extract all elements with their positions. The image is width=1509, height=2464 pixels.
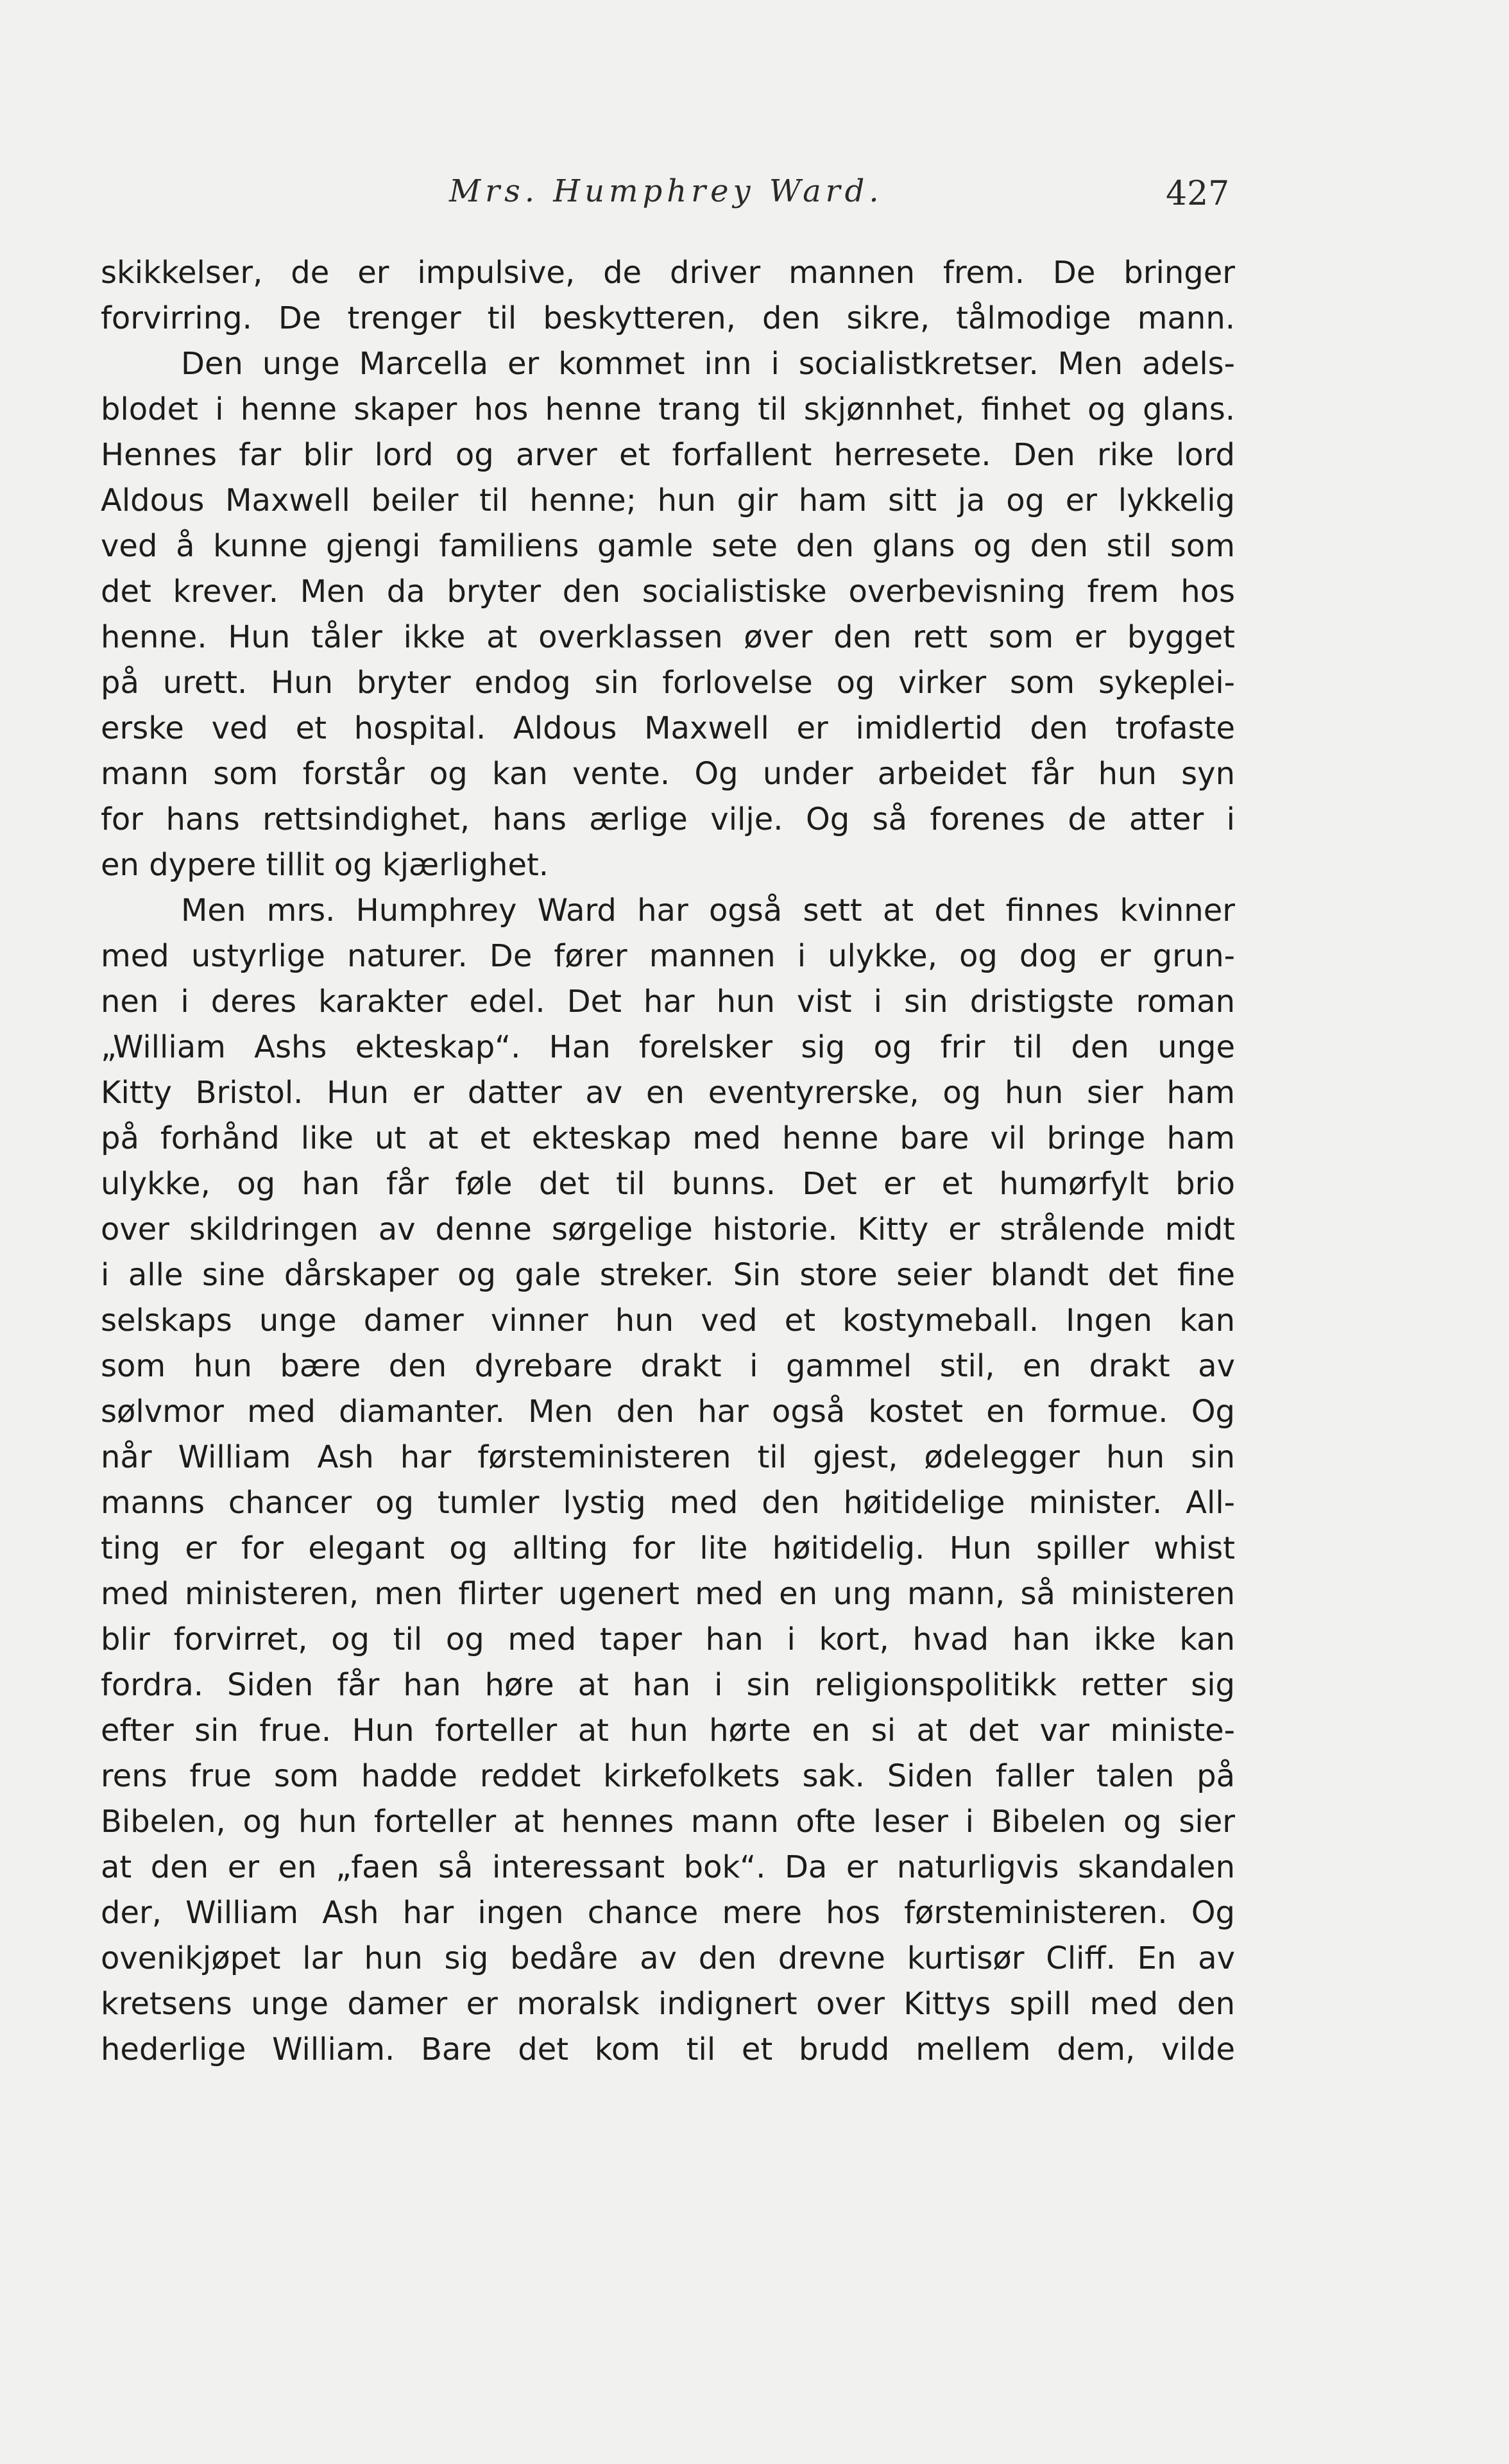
text-line: ting er for elegant og allting for lite høitidelig. Hun spiller whist	[101, 1530, 1235, 1566]
text-line: rens frue som hadde reddet kirkefolkets sak. Siden faller talen på	[101, 1758, 1235, 1794]
text-line: Aldous Maxwell beiler til henne; hun gir ham sitt ja og er lykkelig	[101, 483, 1235, 518]
text-line: forvirring. De trenger til beskytteren, den sikre, tålmodige mann.	[101, 300, 1235, 336]
text-line: henne. Hun tåler ikke at overklassen øver den rett som er bygget	[101, 619, 1235, 655]
text-line: fordra. Siden får han høre at han i sin religionspolitikk retter sig	[101, 1667, 1235, 1703]
text-line: manns chancer og tumler lystig med den høitidelige minister. All-	[101, 1485, 1235, 1521]
text-line: Hennes far blir lord og arver et forfallent herresete. Den rike lord	[101, 437, 1235, 473]
text-line: ovenikjøpet lar hun sig bedåre av den drevne kurtisør Cliff. En av	[101, 1940, 1235, 1976]
text-line: efter sin frue. Hun forteller at hun hørte en si at det var ministe-	[101, 1713, 1235, 1749]
text-line: på urett. Hun bryter endog sin forlovelse og virker som sykeplei-	[101, 665, 1235, 701]
text-line: det krever. Men da bryter den socialistiske overbevisning frem hos	[101, 574, 1235, 610]
text-line: skikkelser, de er impulsive, de driver mannen frem. De bringer	[101, 255, 1235, 291]
text-line: som hun bære den dyrebare drakt i gammel stil, en drakt av	[101, 1348, 1235, 1384]
text-line: „William Ashs ekteskap“. Han forelsker sig og frir til den unge	[101, 1029, 1235, 1065]
text-line: ved å kunne gjengi familiens gamle sete den glans og den stil som	[101, 528, 1235, 564]
text-line: Kitty Bristol. Hun er datter av en eventyrerske, og hun sier ham	[101, 1075, 1235, 1111]
text-line: over skildringen av denne sørgelige historie. Kitty er strålende midt	[101, 1211, 1235, 1247]
text-line: blodet i henne skaper hos henne trang til skjønnhet, finhet og glans.	[101, 391, 1235, 427]
text-line: blir forvirret, og til og med taper han i kort, hvad han ikke kan	[101, 1621, 1235, 1657]
text-line: Men mrs. Humphrey Ward har også sett at det finnes kvinner	[181, 893, 1235, 928]
text-line: på forhånd like ut at et ekteskap med henne bare vil bringe ham	[101, 1120, 1235, 1156]
text-line: for hans rettsindighet, hans ærlige vilje. Og så forenes de atter i	[101, 801, 1235, 837]
text-line: kretsens unge damer er moralsk indignert over Kittys spill med den	[101, 1986, 1235, 2022]
text-line: en dypere tillit og kjærlighet.	[101, 847, 549, 883]
text-line: mann som forstår og kan vente. Og under arbeidet får hun syn	[101, 756, 1235, 792]
text-line: erske ved et hospital. Aldous Maxwell er imidlertid den trofaste	[101, 710, 1235, 746]
text-line: Bibelen, og hun forteller at hennes mann ofte leser i Bibelen og sier	[101, 1804, 1235, 1840]
body-text	[101, 250, 1235, 2073]
text-line: hederlige William. Bare det kom til et brudd mellem dem, vilde	[101, 2032, 1235, 2067]
text-line: at den er en „faen så interessant bok“. Da er naturligvis skandalen	[101, 1849, 1235, 1885]
text-line: der, William Ash har ingen chance mere hos førsteministeren. Og	[101, 1895, 1235, 1931]
text-line: selskaps unge damer vinner hun ved et kostymeball. Ingen kan	[101, 1303, 1235, 1339]
text-line: Den unge Marcella er kommet inn i socialistkretser. Men adels-	[181, 346, 1235, 382]
text-line: ulykke, og han får føle det til bunns. Det er et humørfylt brio	[101, 1166, 1235, 1202]
text-line: sølvmor med diamanter. Men den har også kostet en formue. Og	[101, 1394, 1235, 1430]
running-title: Mrs. Humphrey Ward.	[449, 173, 883, 209]
text-line: i alle sine dårskaper og gale streker. Sin store seier blandt det fine	[101, 1257, 1235, 1293]
text-line: med ministeren, men flirter ugenert med en ung mann, så ministeren	[101, 1576, 1235, 1612]
text-line: når William Ash har førsteministeren til gjest, ødelegger hun sin	[101, 1439, 1235, 1475]
text-line: med ustyrlige naturer. De fører mannen i ulykke, og dog er grun-	[101, 938, 1235, 974]
text-line: nen i deres karakter edel. Det har hun vist i sin dristigste roman	[101, 984, 1235, 1020]
page-number: 427	[1166, 175, 1230, 213]
